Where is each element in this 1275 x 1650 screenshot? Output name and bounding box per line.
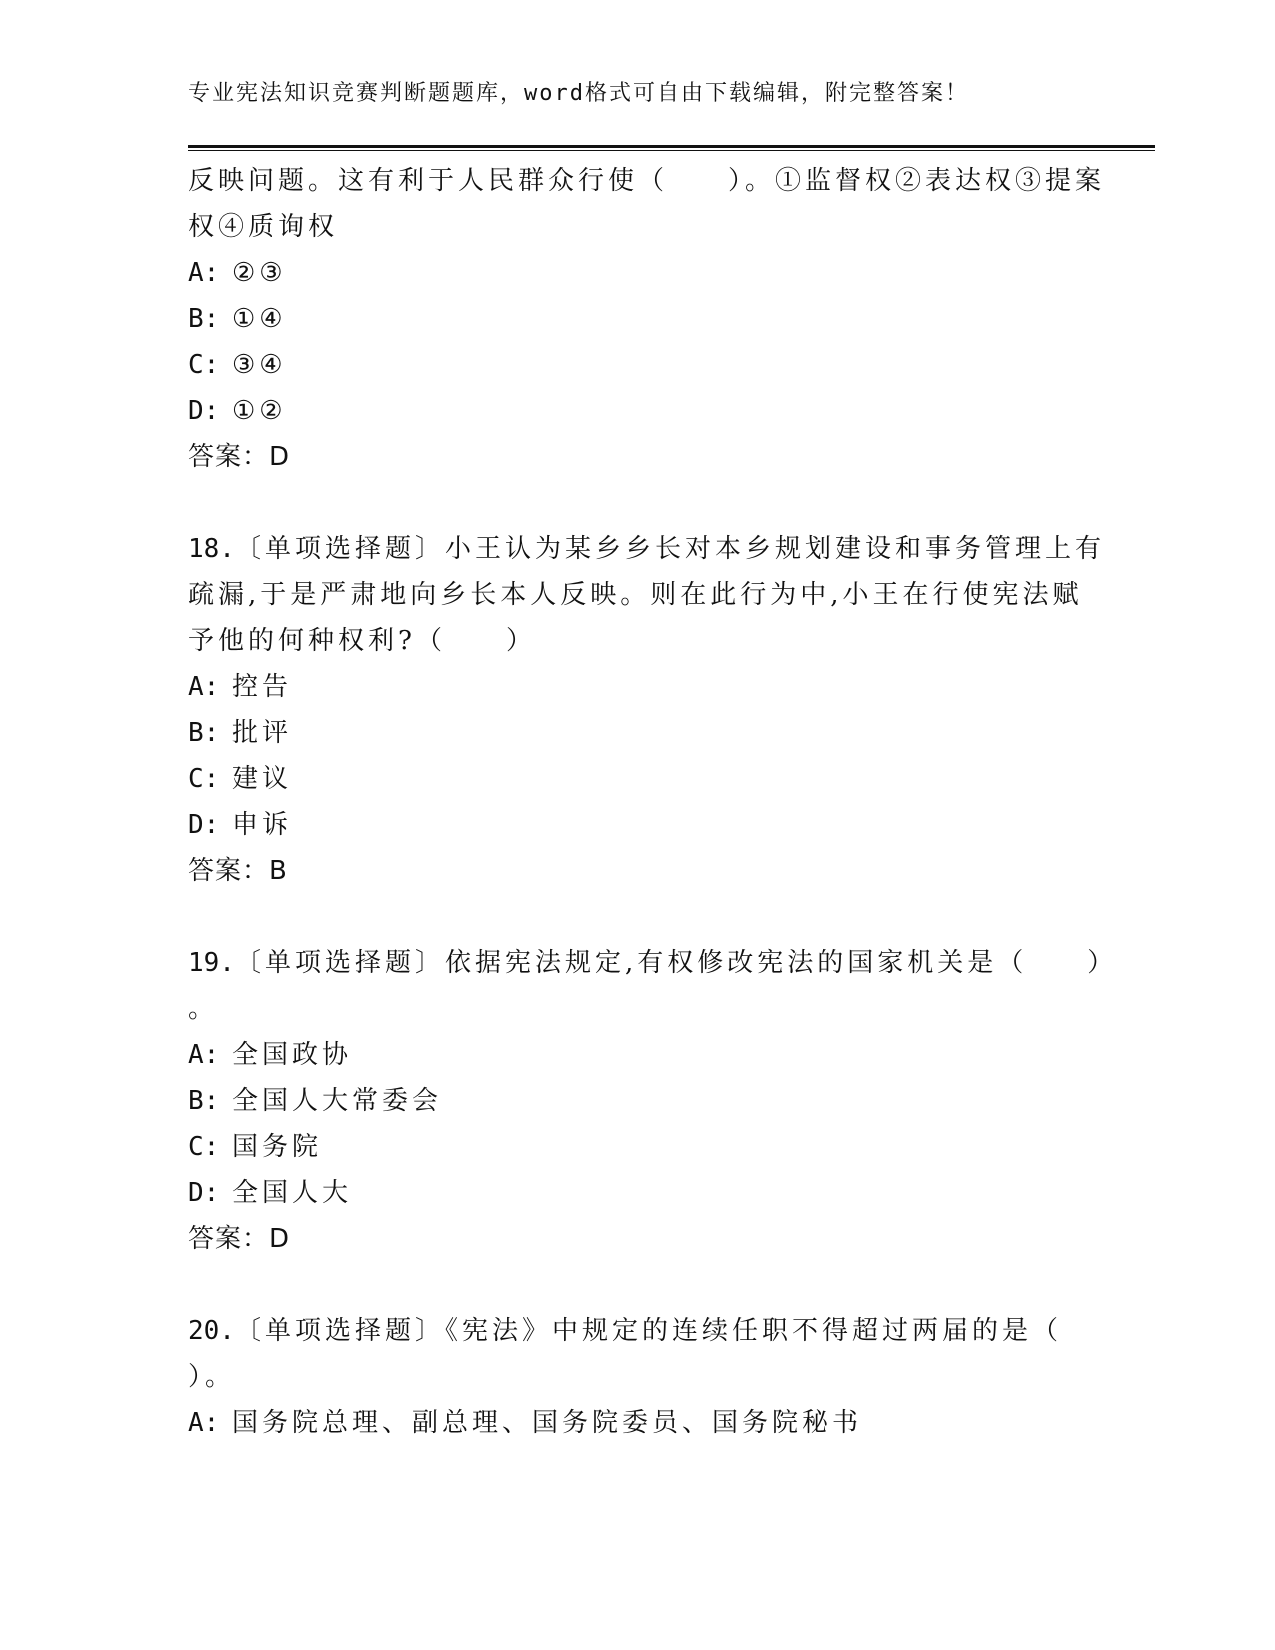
spacer: [188, 480, 1088, 526]
question-text-line: 。: [188, 994, 219, 1024]
question-list: [188, 158, 1118, 1446]
question-text-line: [188, 940, 1118, 986]
question-text-line: ）。: [188, 1362, 236, 1392]
option-key: C:: [188, 1132, 220, 1162]
question-text-line: [188, 1308, 1088, 1354]
option-key: B:: [188, 718, 220, 748]
option-text: 建议: [232, 764, 293, 794]
question-number: 20.: [188, 1316, 235, 1346]
option-key: B:: [188, 1086, 220, 1116]
question-text-line: 权④质询权: [188, 212, 339, 242]
answer-line: 答案：B: [188, 856, 288, 886]
option-a: [188, 1400, 1088, 1446]
option-a: [188, 1032, 1088, 1078]
header-rule-thin: [188, 150, 1155, 151]
option-b: [188, 1078, 1088, 1124]
question-text: 〔单项选择题〕小王认为某乡乡长对本乡规划建设和事务管理上有: [234, 534, 1105, 564]
question-text: 〔单项选择题〕依据宪法规定,有权修改宪法的国家机关是（ ）: [234, 948, 1118, 978]
option-key: A:: [188, 1040, 220, 1070]
option-text: ②③: [232, 258, 287, 288]
option-key: D:: [188, 396, 220, 426]
option-d: [188, 1170, 1088, 1216]
option-text: 控告: [232, 672, 293, 702]
option-c: [188, 342, 1088, 388]
option-text: 全国人大: [232, 1178, 353, 1208]
question-text-line: [188, 526, 1105, 572]
option-key: D:: [188, 1178, 220, 1208]
answer-line: 答案：D: [188, 1224, 291, 1254]
option-b: [188, 296, 1088, 342]
spacer: [188, 894, 1088, 940]
option-text: 全国人大常委会: [232, 1086, 443, 1116]
option-key: D:: [188, 810, 220, 840]
option-key: C:: [188, 350, 220, 380]
question-number: 18.: [188, 534, 235, 564]
answer-line: 答案：D: [188, 442, 291, 472]
option-a: [188, 250, 1088, 296]
option-key: C:: [188, 764, 220, 794]
option-text: ③④: [232, 350, 287, 380]
option-d: [188, 802, 1088, 848]
option-key: A:: [188, 672, 220, 702]
question-text-line: 予他的何种权利?（ ）: [188, 626, 536, 656]
option-b: [188, 710, 1088, 756]
option-d: [188, 388, 1088, 434]
option-c: [188, 756, 1088, 802]
option-key: A:: [188, 1408, 220, 1438]
option-text: ①②: [232, 396, 287, 426]
question-text-line: 反映问题。这有利于人民群众行使（ ）。①监督权②表达权③提案: [188, 166, 1106, 196]
option-text: 批评: [232, 718, 293, 748]
question-19: [188, 940, 1118, 1262]
question-number: 19.: [188, 948, 235, 978]
page-header: 专业宪法知识竞赛判断题题库，word格式可自由下载编辑，附完整答案！: [188, 81, 969, 106]
question-text: 〔单项选择题〕《宪法》中规定的连续任职不得超过两届的是（: [234, 1316, 1062, 1346]
question-text-line: 疏漏,于是严肃地向乡长本人反映。则在此行为中,小王在行使宪法赋: [188, 580, 1083, 610]
option-text: 国务院总理、副总理、国务院委员、国务院秘书: [232, 1408, 863, 1438]
question-20: [188, 1308, 1088, 1446]
option-text: 申诉: [232, 810, 293, 840]
question-17: [188, 158, 1106, 480]
option-a: [188, 664, 1088, 710]
spacer: [188, 1262, 1088, 1308]
option-key: A:: [188, 258, 220, 288]
question-18: [188, 526, 1105, 894]
header-rule-thick: [188, 145, 1155, 148]
option-text: ①④: [232, 304, 287, 334]
option-text: 国务院: [232, 1132, 323, 1162]
option-c: [188, 1124, 1088, 1170]
option-text: 全国政协: [232, 1040, 353, 1070]
option-key: B:: [188, 304, 220, 334]
